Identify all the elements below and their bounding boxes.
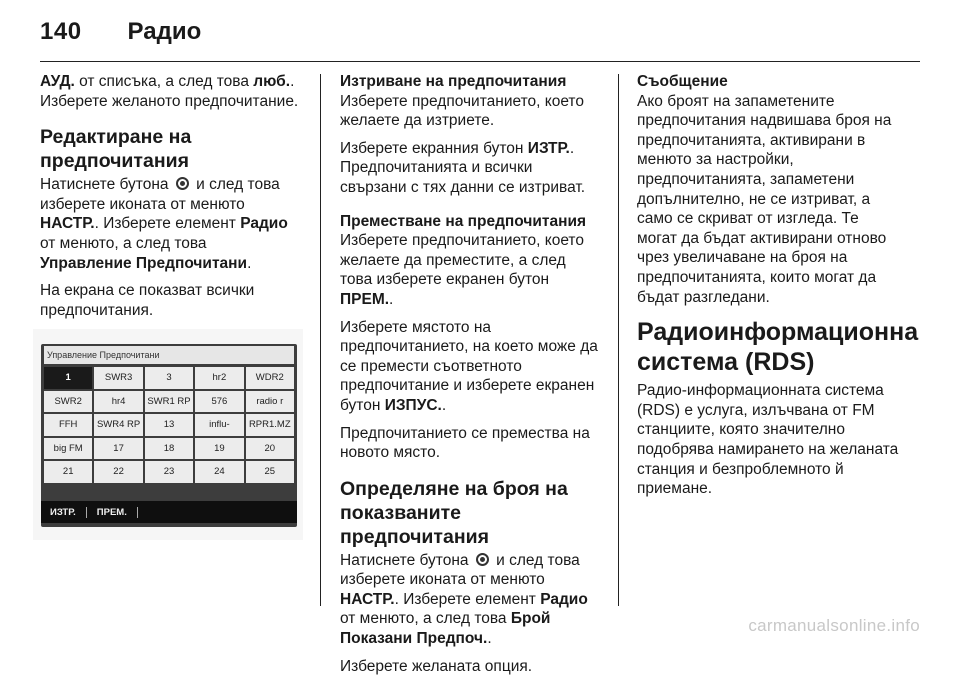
- settings-gear-icon: [176, 177, 189, 190]
- subheading-message: Съобщение: [637, 73, 728, 90]
- favorite-cell[interactable]: 576: [195, 391, 243, 413]
- favorite-cell[interactable]: 22: [94, 461, 142, 483]
- favorite-cell[interactable]: 24: [195, 461, 243, 483]
- favorite-cell[interactable]: 3: [145, 367, 193, 389]
- section-title: Радио: [127, 18, 202, 45]
- favorite-cell[interactable]: 18: [145, 438, 193, 460]
- favorite-cell[interactable]: hr2: [195, 367, 243, 389]
- page-number: 140: [40, 18, 82, 45]
- paragraph: Изберете мястото на предпочитанието, на което може да се премести съответното предпочитание и изберете екранен бутон ИЗПУС..: [340, 318, 598, 414]
- favorite-cell[interactable]: RPR1.MZ: [246, 414, 294, 436]
- favorites-management-screen: [33, 329, 303, 540]
- favorite-cell[interactable]: SWR4 RP: [94, 414, 142, 436]
- paragraph: Изберете екранния бутон ИЗТР.. Предпочитанията и всички свързани с тях данни се изтриват.: [340, 139, 586, 196]
- favorite-cell[interactable]: 25: [246, 461, 294, 483]
- favorite-cell[interactable]: hr4: [94, 391, 142, 413]
- paragraph: Изберете предпочитанието, което желаете да преместите, а след това изберете екранен бутон ПРЕМ..: [340, 232, 584, 308]
- heading-rds: Радиоинформационна система (RDS): [637, 318, 919, 377]
- move-button[interactable]: ПРЕМ.: [97, 507, 138, 518]
- column-divider: [320, 74, 321, 606]
- paragraph: Радио-информационната система (RDS) е услуга, излъчвана от FM станциите, която значително подобрява намирането на желаната станция и безпроблемното й приемане.: [637, 382, 899, 498]
- screen-title: Управление Предпочитани: [44, 346, 294, 364]
- favorite-cell[interactable]: 20: [246, 438, 294, 460]
- paragraph: Ако броят на запаметените предпочитания надвишава броя на предпочитанията, активирани в менюто за настройки, предпочитанията, запаметени допълнително, не се изтриват, а само се скриват от изгледа. Те могат да бъдат активирани отново чрез увеличаване на броя на предпочитанията, които могат да бъдат разгледани.: [637, 92, 892, 306]
- favorite-cell[interactable]: WDR2: [246, 367, 294, 389]
- paragraph: На екрана се показват всички предпочитания.: [40, 282, 255, 319]
- favorite-cell[interactable]: influ-: [195, 414, 243, 436]
- favorite-cell[interactable]: 23: [145, 461, 193, 483]
- delete-button[interactable]: ИЗТР.: [50, 507, 87, 518]
- watermark: carmanualsonline.info: [748, 616, 920, 635]
- page-header: [40, 12, 201, 52]
- heading-number-of-favorites: Определяне на броя на показваните предпочитания: [340, 477, 568, 548]
- favorite-cell[interactable]: SWR1 RP: [145, 391, 193, 413]
- column-3: [637, 72, 919, 507]
- favorite-cell[interactable]: SWR3: [94, 367, 142, 389]
- screen-display: [41, 344, 297, 527]
- paragraph: Натиснете бутона и след това изберете иконата от менюто НАСТР.. Изберете елемент Радио от менюто, а след това Управление Предпочитани.: [40, 176, 288, 272]
- paragraph: Изберете желаната опция.: [340, 657, 533, 675]
- header-rule: [40, 61, 920, 62]
- favorite-cell[interactable]: 21: [44, 461, 92, 483]
- favorite-cell[interactable]: 1: [44, 367, 92, 389]
- favorite-cell[interactable]: 13: [145, 414, 193, 436]
- favorite-cell[interactable]: 17: [94, 438, 142, 460]
- favorite-cell[interactable]: 19: [195, 438, 243, 460]
- subheading-move-favorites: Преместване на предпочитания: [340, 212, 587, 230]
- paragraph: АУД. от списъка, а след това люб.. Изберете желаното предпочитание.: [40, 73, 299, 110]
- subheading-delete-favorites: Изтриване на предпочитания: [340, 73, 567, 90]
- screen-button-bar: [41, 501, 297, 523]
- settings-gear-icon: [476, 553, 489, 566]
- favorites-grid: [44, 367, 294, 483]
- favorite-cell[interactable]: radio r: [246, 391, 294, 413]
- favorite-cell[interactable]: big FM: [44, 438, 92, 460]
- paragraph: Предпочитанието се премества на новото място.: [340, 424, 590, 462]
- favorite-cell[interactable]: FFH: [44, 414, 92, 436]
- column-divider: [618, 74, 619, 606]
- heading-edit-favorites: Редактиране на предпочитания: [40, 126, 192, 173]
- paragraph: Изберете предпочитанието, което желаете да изтриете.: [340, 92, 584, 130]
- column-1: [40, 72, 302, 328]
- column-2: [340, 72, 602, 684]
- favorite-cell[interactable]: SWR2: [44, 391, 92, 413]
- paragraph: Натиснете бутона и след това изберете иконата от менюто НАСТР.. Изберете елемент Радио от менюто, а след това Брой Показани Предпоч..: [340, 551, 588, 648]
